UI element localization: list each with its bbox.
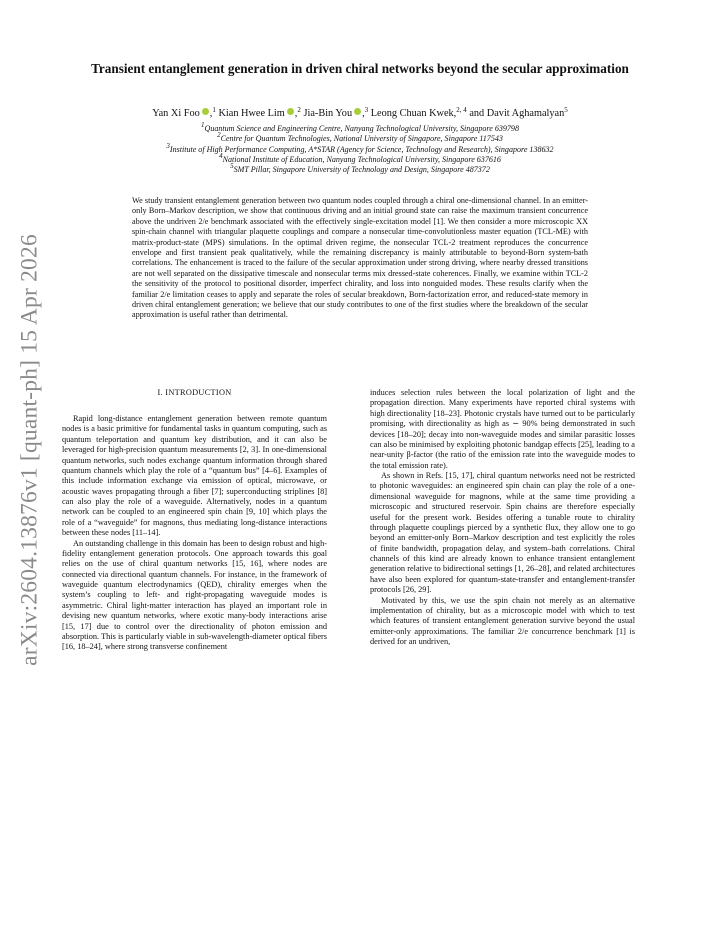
author-name: Jia-Bin You [303, 108, 353, 119]
orcid-icon[interactable] [287, 108, 294, 115]
affiliation-line: $^3$Institute of High Performance Computing, A*STAR (Agency for Science, Technology and Research), Singapore 138632 [166, 141, 554, 154]
author-affiliation-mark: 2 [297, 106, 301, 114]
section-heading-introduction: I. INTRODUCTION [157, 388, 232, 397]
arxiv-identifier-stamp [10, 230, 50, 670]
affiliation-line: $^4$National Institute of Education, Nanyang Technological University, Singapore 637616 [219, 152, 501, 165]
abstract: We study transient entanglement generation between two quantum nodes coupled through a chiral one-dimensional channel. In an emitter-only Born–Markov description, we show that continuous driving and an initial ground state can raise the maximum transient concurrence above the undriven 2/e benchmark associated with the effectively single-excitation model [1]. We then consider a more microscopic XX spin-chain channel with triangular plaquette couplings and compare a nonsecular time-convolutionless master equation (TCL-ME) with matrix-product-state (MPS) simulations. In the optimal driven regime, the nonsecular TCL-2 treatment reproduces the concurrence envelope and first transient peak qualitatively, while the remaining discrepancy is mainly attributable to beyond-Born system-bath correlations. The enhancement is traced to the failure of the secular approximation under strong driving, where nearby dressed transitions are not well separated on the dissipative timescale and nonsecular terms mix dressed-state coherences. Finally, we examine within TCL-2 the sensitivity of the protocol to positional disorder, imperfect chirality, and loss into nonguided modes. These results clarify when the familiar 2/e limitation ceases to apply and separate the roles of secular breakdown, Born-factorization error, and reduced-state memory in driven chiral entanglement generation; we believe that our study contributes to one of the first studies where the breakdown of the secular approximation is useful rather than detrimental. [132, 196, 588, 320]
author-name: and Davit Aghamalyan [469, 108, 565, 119]
author-affiliation-mark: 3 [364, 106, 369, 114]
author-affiliation-mark: 2, 4 [456, 106, 467, 114]
author-name: Yan Xi Foo [152, 108, 200, 119]
author-name: Leong Chuan Kwek, [370, 108, 457, 119]
author-affiliation-mark: 5 [564, 106, 568, 114]
body-paragraph: An outstanding challenge in this domain has been to design robust and high-fidelity entanglement generation protocols. One approach towards this goal relies on the use of chiral quantum networks [15, 16], where nodes are connected via directional quantum channels. For instance, in the framework of waveguide quantum electrodynamics (QED), chirality emerges when the system’s coupling to left- and right-propagating waveguide modes is asymmetric. Chiral light-matter interaction has played an important role in devising new quantum networks, where exotic many-body interactions arise [15, 17] due to control over the directionality of photon emission and absorption. This is particularly viable in sub-wavelength-diameter optical fibers [16, 18–24], where strong transverse confinement [62, 538, 327, 652]
author-list: Yan Xi Foo ,$^1$ Kian Hwee Lim ,$^2$ Jia-Bin You ,$^3$ Leong Chuan Kwek,$^{2, 4}$ and Davit Aghamalyan$^5$ [152, 106, 568, 119]
right-column [370, 388, 635, 647]
affiliation-line: $^5$SMT Pillar, Singapore University of Technology and Design, Singapore 487372 [230, 162, 490, 175]
author-affiliation-mark: 1 [212, 106, 216, 114]
paper-title: Transient entanglement generation in driven chiral networks beyond the secular approximation [91, 61, 629, 76]
left-column [62, 414, 327, 653]
orcid-icon[interactable] [202, 108, 209, 115]
arxiv-identifier-text: arXiv:2604.13876v1 [quant-ph] 15 Apr 2026 [16, 234, 43, 666]
body-paragraph: As shown in Refs. [15, 17], chiral quantum networks need not be restricted to photonic waveguides: an engineered spin chain can play the role of a one-dimensional waveguide for magnons, while at the same time providing a microscopic and structured reservoir. Spin chains are therefore especially useful for the present work. Besides offering a tunable route to chirality through plaquette couplings pierced by a synthetic flux, they allow one to go beyond an emitter-only Born–Markov description and test explicitly the roles of finite bandwidth, propagation delay, and system–bath correlations. Chiral channels of this kind are already known to enhance transient entanglement generation relative to bidirectional settings [1, 26–28], and related architectures have also been explored for quantum-state-transfer and entanglement-transfer protocols [26, 29]. [370, 471, 635, 595]
affiliation-line: $^2$Centre for Quantum Technologies, National University of Singapore, Singapore 117543 [217, 131, 503, 144]
body-paragraph: Rapid long-distance entanglement generation between remote quantum nodes is a basic primitive for fundamental tasks in quantum computing, such as quantum teleportation and quantum key distribution, and it can also be leveraged for high-precision quantum measurements [2, 3]. In one-dimensional quantum networks, such nodes exchange quantum information through shared quantum channels which play the role of a “quantum bus” [4–6]. Examples of this include information exchange via emission of optical, microwave, or acoustic waves propagating through a fiber [7]; superconducting striplines [8] can also play the role of a waveguide. Alternatively, nodes in a quantum network can be coupled to an engineered spin chain [9, 10] which plays the role of a “waveguide” for magnons, thus mediating long-distance interactions between these nodes [11–14]. [62, 414, 327, 538]
author-name: Kian Hwee Lim [218, 108, 285, 119]
affiliation-line: $^1$Quantum Science and Engineering Centre, Nanyang Technological University, Singapore 639798 [201, 121, 519, 133]
affiliation-list [60, 121, 660, 176]
body-paragraph: induces selection rules between the local polarization of light and the propagation direction. Many experiments have reported chiral systems with high directionality [18–23]. Photonic crystals have turned out to be particularly promising, with directionality as high as ∼ 90% being demonstrated in such devices [18–20]; decay into non-waveguide modes and similar parasitic losses can also be minimised by exploiting photonic bandgap effects [25], leading to a near-unity β-factor (the ratio of the emission rate into the waveguide modes to the total emission rate). [370, 388, 635, 470]
orcid-icon[interactable] [354, 108, 361, 115]
body-paragraph: Motivated by this, we use the spin chain not merely as an alternative implementation of chirality, but as a microscopic model with which to test which features of transient entanglement generation survive beyond the usual emitter-only approximations. The familiar 2/e concurrence benchmark [1] is derived for an undriven, [370, 595, 635, 646]
